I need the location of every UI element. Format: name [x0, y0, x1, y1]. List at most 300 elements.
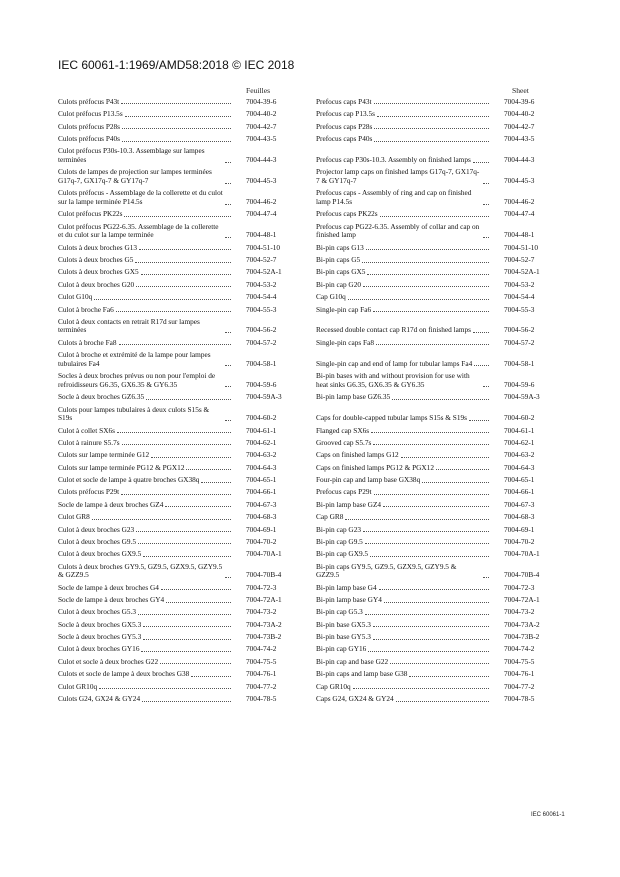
table-row [0, 656, 620, 668]
french-title-text: Culot préfocus PK22s [58, 209, 123, 219]
english-title-text: Bi-pin cap GX9.5 [316, 549, 369, 559]
english-title-text: Caps on finished lamps G12 [316, 450, 399, 460]
french-title [58, 633, 232, 642]
french-title-text: Culot préfocus P30s-10.3. Assemblage sur lampes terminées [58, 146, 205, 164]
english-sheet-number [504, 268, 570, 277]
french-title [58, 339, 232, 348]
dot-leader [401, 457, 489, 458]
dot-leader [146, 399, 231, 400]
english-sheet-number [504, 244, 570, 253]
table-row [0, 668, 620, 680]
dot-leader [367, 274, 489, 275]
english-title [316, 256, 490, 265]
french-sheet-number [246, 464, 312, 473]
dot-leader [225, 237, 231, 238]
french-sheet-number-text: 7004-75-5 [246, 656, 277, 666]
english-title-text: Prefocus cap P13.5s [316, 109, 375, 119]
english-sheet-number [504, 110, 570, 119]
french-sheet-number-text: 7004-62-1 [246, 437, 277, 447]
french-title [58, 621, 232, 630]
english-title-text: Bi-pin lamp base G4 [316, 582, 377, 592]
dot-leader [380, 216, 489, 217]
dot-leader [92, 519, 231, 520]
dot-leader [370, 556, 489, 557]
english-sheet-number [504, 98, 570, 107]
dot-leader [409, 676, 489, 677]
english-sheet-number [504, 571, 570, 580]
table-row [0, 594, 620, 606]
dot-leader [371, 432, 489, 433]
english-title [316, 223, 490, 240]
english-sheet-number [504, 210, 570, 219]
dot-leader [225, 420, 231, 421]
table-row [0, 681, 620, 693]
english-sheet-number [504, 596, 570, 605]
french-sheet-number [246, 360, 312, 369]
french-title [58, 501, 232, 510]
french-sheet-number-text: 7004-51-10 [246, 242, 281, 252]
french-title [58, 293, 232, 302]
french-sheet-number-text: 7004-59A-3 [246, 392, 282, 402]
english-title [316, 189, 490, 206]
table-row [0, 524, 620, 536]
english-title [316, 683, 490, 692]
english-title [316, 98, 490, 107]
table-row [0, 221, 620, 242]
english-title-text: Caps for double-capped tubular lamps S15s & S19s [316, 413, 467, 423]
english-sheet-number [504, 177, 570, 186]
english-sheet-number [504, 683, 570, 692]
english-sheet-number [504, 513, 570, 522]
table-row [0, 404, 620, 425]
french-sheet-number-text: 7004-63-2 [246, 450, 277, 460]
english-title-text: Bi-pin cap G23 [316, 524, 361, 534]
english-title [316, 621, 490, 630]
french-sheet-number-text: 7004-73-2 [246, 607, 277, 617]
french-sheet-number [246, 584, 312, 593]
table-row [0, 487, 620, 499]
french-sheet-number-text: 7004-39-6 [246, 96, 277, 106]
english-sheet-number [504, 633, 570, 642]
french-sheet-number-text: 7004-45-3 [246, 175, 277, 185]
french-title [58, 135, 232, 144]
english-sheet-number [504, 256, 570, 265]
french-sheet-number [246, 231, 312, 240]
english-sheet-number-text: 7004-75-5 [504, 656, 535, 666]
french-title [58, 189, 232, 206]
french-title [58, 98, 232, 107]
english-title [316, 156, 490, 165]
dot-leader [160, 663, 231, 664]
french-sheet-number [246, 501, 312, 510]
dot-leader [374, 103, 489, 104]
french-sheet-number-text: 7004-44-3 [246, 154, 277, 164]
french-title [58, 550, 232, 559]
french-sheet-number [246, 608, 312, 617]
english-title [316, 563, 490, 580]
french-sheet-number [246, 210, 312, 219]
english-title-text: Grooved cap S5.7s [316, 437, 372, 447]
dot-leader [365, 614, 489, 615]
dot-leader [201, 482, 231, 483]
table-row [0, 146, 620, 167]
french-sheet-number-text: 7004-72A-1 [246, 594, 282, 604]
french-sheet-number-text: 7004-64-3 [246, 462, 277, 472]
french-sheet-number-text: 7004-42-7 [246, 121, 277, 131]
french-title-text: Culot GR8 [58, 512, 90, 522]
dot-leader [365, 543, 489, 544]
french-title [58, 223, 232, 240]
english-title-text: Bi-pin cap GY16 [316, 644, 367, 654]
french-sheet-number [246, 268, 312, 277]
dot-leader [473, 332, 489, 333]
french-title [58, 168, 232, 185]
english-title [316, 488, 490, 497]
dot-leader [225, 365, 231, 366]
dot-leader [225, 162, 231, 163]
english-title-text: Bi-pin base GX5.3 [316, 619, 371, 629]
english-sheet-number-text: 7004-59A-3 [504, 392, 540, 402]
table-row [0, 279, 620, 291]
table-row [0, 693, 620, 705]
french-title-text: Culots préfocus P43t [58, 96, 120, 106]
english-sheet-number-text: 7004-60-2 [504, 413, 535, 423]
french-sheet-number [246, 550, 312, 559]
french-sheet-number [246, 476, 312, 485]
french-sheet-number [246, 123, 312, 132]
french-title-text: Culot GR10q [58, 681, 98, 691]
dot-leader [143, 626, 231, 627]
english-title [316, 372, 490, 389]
english-sheet-number-text: 7004-78-5 [504, 693, 535, 703]
french-sheet-number-text: 7004-61-1 [246, 425, 277, 435]
french-sheet-number [246, 596, 312, 605]
english-title-text: Bi-pin caps and lamp base G38 [316, 669, 408, 679]
dot-leader [122, 128, 231, 129]
dot-leader [374, 494, 489, 495]
french-title [58, 645, 232, 654]
french-sheet-number-text: 7004-43-5 [246, 134, 277, 144]
french-title-text: Culots sur lampe terminée G12 [58, 450, 150, 460]
french-title [58, 584, 232, 593]
french-title-text: Culot et socle à deux broches G22 [58, 656, 159, 666]
french-sheet-number-text: 7004-70-2 [246, 536, 277, 546]
english-sheet-number [504, 550, 570, 559]
dot-leader [469, 420, 489, 421]
english-title-text: Prefocus caps P43t [316, 96, 372, 106]
french-title [58, 210, 232, 219]
english-sheet-number [504, 584, 570, 593]
dot-leader [151, 457, 231, 458]
french-title-text: Culots sur lampe terminée PG12 & PGX12 [58, 462, 185, 472]
french-sheet-number [246, 571, 312, 580]
dot-leader [124, 216, 231, 217]
dot-leader [373, 626, 489, 627]
dot-leader [139, 249, 231, 250]
french-title [58, 393, 232, 402]
french-title-text: Culot à deux contacts en retrait R17d sur lampes terminées [58, 316, 200, 335]
english-sheet-number-text: 7004-77-2 [504, 681, 535, 691]
table-row [0, 561, 620, 582]
dot-leader [122, 444, 231, 445]
table-row [0, 254, 620, 266]
dot-leader [483, 183, 489, 184]
table-row [0, 187, 620, 208]
english-title-text: Bi-pin cap G9.5 [316, 536, 363, 546]
english-sheet-number [504, 360, 570, 369]
english-sheet-number-text: 7004-69-1 [504, 524, 535, 534]
french-title [58, 244, 232, 253]
french-sheet-number-text: 7004-48-1 [246, 230, 277, 240]
english-title-text: Bi-pin lamp base GZ4 [316, 499, 382, 509]
english-title [316, 584, 490, 593]
french-title-text: Culots à broche Fa8 [58, 337, 117, 347]
english-title [316, 550, 490, 559]
english-sheet-number [504, 293, 570, 302]
dot-leader [121, 103, 231, 104]
dot-leader [136, 531, 231, 532]
french-title-text: Culots pour lampes tubulaires à deux culots S15s & S19s [58, 404, 210, 423]
english-title [316, 670, 490, 679]
english-sheet-number-text: 7004-58-1 [504, 358, 535, 368]
french-title-text: Culots préfocus P28s [58, 121, 121, 131]
table-row [0, 291, 620, 303]
dot-leader [366, 249, 489, 250]
table-row [0, 121, 620, 133]
table-row [0, 267, 620, 279]
french-title-text: Culot à broche et extrémité de la lampe pour lampes tubulaires Fa4 [58, 350, 211, 368]
french-title-text: Socles à deux broches prévus ou non pour l'emploi de refroidisseurs G6.35, GX6.35 & GY6.35 [58, 371, 216, 389]
english-sheet-number [504, 339, 570, 348]
english-sheet-number-text: 7004-59-6 [504, 379, 535, 389]
english-sheet-number [504, 156, 570, 165]
french-sheet-number [246, 621, 312, 630]
english-title [316, 427, 490, 436]
english-title-text: Prefocus caps P28s [316, 121, 373, 131]
dot-leader [136, 286, 231, 287]
english-sheet-number-text: 7004-44-3 [504, 154, 535, 164]
french-title [58, 351, 232, 368]
french-title-text: Culots et socle de lampe à deux broches G38 [58, 669, 190, 679]
english-sheet-number [504, 123, 570, 132]
french-sheet-number [246, 198, 312, 207]
english-sheet-number [504, 281, 570, 290]
english-title [316, 633, 490, 642]
french-sheet-number-text: 7004-59-6 [246, 379, 277, 389]
french-sheet-number-text: 7004-78-5 [246, 693, 277, 703]
french-sheet-number-text: 7004-77-2 [246, 681, 277, 691]
french-title-text: Culot à broche Fa6 [58, 304, 114, 314]
english-sheet-number [504, 608, 570, 617]
english-title-text: Bi-pin caps G5 [316, 255, 361, 265]
french-title [58, 563, 232, 580]
french-sheet-number [246, 306, 312, 315]
english-title-text: Caps G24, GX24 & GY24 [316, 693, 394, 703]
dot-leader [125, 116, 231, 117]
dot-leader [422, 482, 489, 483]
dot-leader [135, 262, 231, 263]
english-title-text: Prefocus caps P29t [316, 487, 372, 497]
french-title [58, 110, 232, 119]
french-sheet-number [246, 98, 312, 107]
french-sheet-number-text: 7004-47-4 [246, 209, 277, 219]
english-title-text: Prefocus cap P30s-10.3. Assembly on finished lamps [316, 154, 471, 164]
english-sheet-number [504, 451, 570, 460]
english-title-text: Prefocus caps - Assembly of ring and cap on finished lamp P14.5s [316, 188, 472, 206]
french-sheet-number [246, 513, 312, 522]
english-sheet-number-text: 7004-72-3 [504, 582, 535, 592]
french-sheet-number-text: 7004-68-3 [246, 512, 277, 522]
english-sheet-number-text: 7004-51-10 [504, 242, 539, 252]
english-title-text: Prefocus caps P40s [316, 134, 373, 144]
dot-leader [117, 432, 231, 433]
french-sheet-number [246, 256, 312, 265]
english-title-text: Projector lamp caps on finished lamps G17q-7, GX17q-7 & GY17q-7 [316, 167, 480, 185]
table-row [0, 511, 620, 523]
dot-leader [166, 602, 231, 603]
english-sheet-number-text: 7004-66-1 [504, 487, 535, 497]
french-sheet-number-text: 7004-76-1 [246, 669, 277, 679]
table-row [0, 166, 620, 187]
table-row [0, 536, 620, 548]
french-title [58, 695, 232, 704]
french-title [58, 476, 232, 485]
french-title-text: Culot à deux broches G23 [58, 524, 135, 534]
dot-leader [363, 531, 489, 532]
english-title [316, 501, 490, 510]
french-title [58, 406, 232, 423]
french-title-text: Culot et socle de lampe à quatre broches GX38q [58, 475, 200, 485]
english-sheet-number-text: 7004-76-1 [504, 669, 535, 679]
french-title-text: Culot à deux broches G9.5 [58, 536, 137, 546]
french-sheet-number-text: 7004-46-2 [246, 196, 277, 206]
english-title [316, 110, 490, 119]
table-row [0, 462, 620, 474]
english-title-text: Cap G10q [316, 292, 346, 302]
dot-leader [368, 651, 489, 652]
english-sheet-number-text: 7004-64-3 [504, 462, 535, 472]
english-sheet-number [504, 488, 570, 497]
english-title [316, 451, 490, 460]
english-title [316, 360, 490, 369]
french-sheet-number-text: 7004-40-2 [246, 109, 277, 119]
table-row [0, 582, 620, 594]
dot-leader [353, 688, 489, 689]
english-title [316, 168, 490, 185]
dot-leader [225, 386, 231, 387]
dot-leader [436, 469, 489, 470]
dot-leader [390, 663, 489, 664]
english-title-text: Prefocus cap PG22-6.35. Assembly of collar and cap on finished lamp [316, 221, 480, 240]
french-title-text: Socle à deux broches GZ6.35 [58, 392, 145, 402]
contents-table [0, 96, 620, 705]
french-sheet-number [246, 244, 312, 253]
english-title [316, 476, 490, 485]
english-sheet-number [504, 135, 570, 144]
english-sheet-number-text: 7004-56-2 [504, 325, 535, 335]
french-sheet-number [246, 381, 312, 390]
french-title-text: Culots à deux broches G5 [58, 255, 134, 265]
dot-leader [374, 128, 489, 129]
french-title [58, 281, 232, 290]
french-sheet-number [246, 670, 312, 679]
french-title-text: Culot à deux broches GY16 [58, 644, 140, 654]
french-title-text: Culot à collet SX6s [58, 425, 115, 435]
dot-leader [225, 577, 231, 578]
english-sheet-number-text: 7004-73A-2 [504, 619, 540, 629]
english-title [316, 645, 490, 654]
dot-leader [483, 386, 489, 387]
english-title-text: Bi-pin lamp base GZ6.35 [316, 392, 391, 402]
english-sheet-number-text: 7004-70A-1 [504, 549, 540, 559]
english-sheet-number-text: 7004-39-6 [504, 96, 535, 106]
table-row [0, 449, 620, 461]
english-title [316, 339, 490, 348]
english-title-text: Bi-pin cap G20 [316, 279, 361, 289]
french-title [58, 526, 232, 535]
english-sheet-number-text: 7004-45-3 [504, 175, 535, 185]
french-sheet-number-text: 7004-69-1 [246, 524, 277, 534]
english-sheet-number-text: 7004-47-4 [504, 209, 535, 219]
french-title [58, 427, 232, 436]
french-title [58, 683, 232, 692]
dot-leader [374, 141, 489, 142]
french-sheet-number-text: 7004-65-1 [246, 475, 277, 485]
french-title [58, 268, 232, 277]
dot-leader [345, 519, 489, 520]
dot-leader [362, 262, 489, 263]
dot-leader [116, 311, 231, 312]
table-row [0, 316, 620, 337]
english-title [316, 439, 490, 448]
french-sheet-number-text: 7004-60-2 [246, 413, 277, 423]
french-sheet-number [246, 177, 312, 186]
french-sheet-number [246, 645, 312, 654]
french-sheet-number [246, 633, 312, 642]
english-title-text: Caps on finished lamps PG12 & PGX12 [316, 462, 434, 472]
english-title-text: Single-pin caps Fa8 [316, 337, 374, 347]
french-sheet-number [246, 293, 312, 302]
english-sheet-number [504, 393, 570, 402]
english-sheet-number [504, 414, 570, 423]
french-title-text: Socle de lampe à deux broches GY4 [58, 594, 165, 604]
french-sheet-number-text: 7004-74-2 [246, 644, 277, 654]
footer-code: IEC 60061-1 [531, 812, 565, 818]
french-sheet-number [246, 326, 312, 335]
english-title [316, 464, 490, 473]
french-sheet-number-text: 7004-72-3 [246, 582, 277, 592]
english-sheet-number-text: 7004-52-7 [504, 255, 535, 265]
french-title-text: Culots à deux broches GY9.5, GZ9.5, GZX9.5, GZY9.5 & GZZ9.5 [58, 561, 223, 580]
french-title [58, 147, 232, 164]
english-sheet-number [504, 645, 570, 654]
french-sheet-number [246, 414, 312, 423]
dot-leader [99, 688, 231, 689]
english-sheet-number [504, 198, 570, 207]
english-sheet-number [504, 476, 570, 485]
english-sheet-number [504, 526, 570, 535]
french-sheet-number [246, 156, 312, 165]
french-title-text: Culots préfocus P40s [58, 134, 121, 144]
dot-leader [383, 506, 489, 507]
dot-leader [94, 299, 231, 300]
english-sheet-number-text: 7004-61-1 [504, 425, 535, 435]
dot-leader [363, 286, 489, 287]
dot-leader [122, 141, 231, 142]
dot-leader [392, 399, 489, 400]
french-title-text: Culots à deux broches GX5 [58, 267, 139, 277]
french-title-text: Culots de lampes de projection sur lampes terminées G17q-7, GX17q-7 & GY17q-7 [58, 167, 212, 185]
